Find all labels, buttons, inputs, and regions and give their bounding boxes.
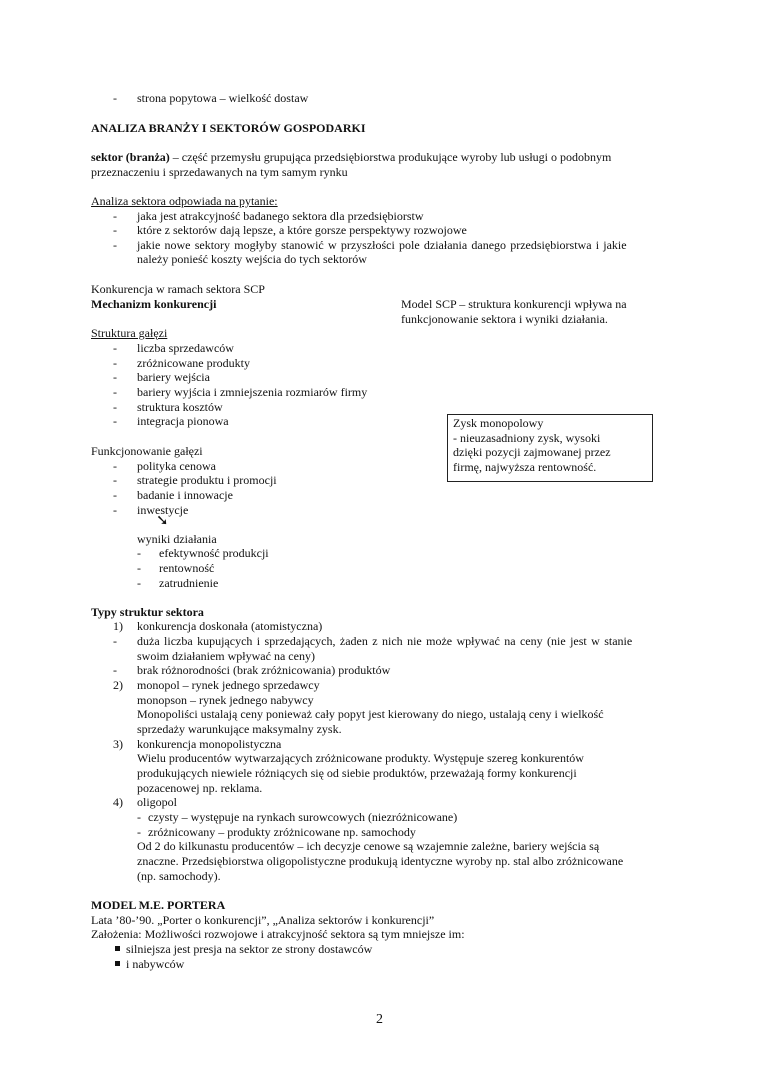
list-item-continuation: swoim działaniem wpływać na ceny) <box>137 649 315 663</box>
scp-intro: Konkurencja w ramach sektora SCP <box>91 282 265 296</box>
list-dash: - <box>113 400 117 414</box>
list-dash: - <box>113 634 117 648</box>
list-item: i nabywców <box>126 957 185 971</box>
list-item: zróżnicowany – produkty zróżnicowane np. samochody <box>148 825 416 839</box>
list-item: zróżnicowane produkty <box>137 356 250 370</box>
type-number: 1) <box>113 619 123 633</box>
analysis-heading: Analiza sektora odpowiada na pytanie: <box>91 194 278 208</box>
type-title: konkurencja doskonała (atomistyczna) <box>137 619 323 633</box>
list-dash: - <box>137 546 141 560</box>
box-line: dzięki pozycji zajmowanej przez <box>453 445 611 460</box>
list-item: brak różnorodności (brak zróżnicowania) produktów <box>137 663 391 677</box>
list-dash: - <box>137 576 141 590</box>
definition-line-2: przeznaczeniu i sprzedawanych na tym samym rynku <box>91 165 348 179</box>
list-item-continuation: należy ponieść koszty wejścia do tych sektorów <box>137 252 367 266</box>
type-title: monopol – rynek jednego sprzedawcy <box>137 678 320 692</box>
list-item: polityka cenowa <box>137 459 216 473</box>
list-item: integracja pionowa <box>137 414 229 428</box>
list-item: duża liczba kupujących i sprzedających, żaden z nich nie może wpływać na ceny (nie jest w stanie <box>137 634 633 648</box>
list-dash: - <box>113 356 117 370</box>
box-line: - nieuzasadniony zysk, wysoki <box>453 430 601 445</box>
list-dash: - <box>113 209 117 223</box>
definition-text: – część przemysłu grupująca przedsiębiorstwa produkujące wyroby lub usługi o podobnym <box>169 150 612 164</box>
box-line: Zysk monopolowy <box>453 416 544 430</box>
list-item: bariery wejścia <box>137 370 210 384</box>
arrow-down-right-icon: ➘ <box>156 513 169 529</box>
type-text: znaczne. Przedsiębiorstwa oligopolistyczne produkują identyczne wyroby np. stal albo zróżnicowane <box>137 854 624 868</box>
list-dash: - <box>113 473 117 487</box>
type-title: konkurencja monopolistyczna <box>137 737 282 751</box>
list-item: silniejsza jest presja na sektor ze strony dostawców <box>126 942 373 956</box>
type-text: produkujących niewiele różniących się od siebie produktów, przeważają formy konkurencji <box>137 766 577 780</box>
functioning-heading: Funkcjonowanie gałęzi <box>91 444 203 458</box>
definition-line <box>91 150 611 165</box>
list-dash: - <box>137 810 141 824</box>
list-item: czysty – występuje na rynkach surowcowych (niezróżnicowane) <box>148 810 458 824</box>
page-number: 2 <box>376 1012 383 1027</box>
type-text: (np. samochody). <box>137 869 221 883</box>
mechanism-heading: Mechanizm konkurencji <box>91 297 217 311</box>
list-item: strategie produktu i promocji <box>137 473 277 487</box>
box-line: firmę, najwyższa rentowność. <box>453 459 597 474</box>
section-heading: ANALIZA BRANŻY I SEKTORÓW GOSPODARKI <box>91 121 366 135</box>
square-bullet-icon <box>115 961 120 966</box>
list-dash: - <box>137 825 141 839</box>
type-title: oligopol <box>137 795 178 809</box>
list-dash: - <box>113 503 117 517</box>
list-item: efektywność produkcji <box>159 546 269 560</box>
list-dash: - <box>113 223 117 237</box>
porter-heading: MODEL M.E. PORTERA <box>91 898 226 912</box>
square-bullet-icon <box>115 946 120 951</box>
type-number: 2) <box>113 678 123 692</box>
model-note-2: funkcjonowanie sektora i wyniki działania. <box>401 312 608 326</box>
list-dash: - <box>113 414 117 428</box>
list-item: które z sektorów dają lepsze, a które gorsze perspektywy rozwojowe <box>137 223 467 237</box>
list-dash: - <box>113 370 117 384</box>
list-item: struktura kosztów <box>137 400 223 414</box>
list-dash: - <box>113 91 117 105</box>
list-dash: - <box>113 663 117 677</box>
list-item: liczba sprzedawców <box>137 341 234 355</box>
structure-heading: Struktura gałęzi <box>91 326 168 340</box>
list-dash: - <box>137 561 141 575</box>
type-text: Od 2 do kilkunastu producentów – ich decyzje cenowe są wzajemnie zależne, bariery wejścia są <box>137 839 600 853</box>
list-item: zatrudnienie <box>159 576 219 590</box>
definition-term: sektor (branża) <box>91 150 170 164</box>
porter-text: Lata ’80-’90. „Porter o konkurencji”, „Analiza sektorów i konkurencji” <box>91 913 435 927</box>
list-item: badanie i innowacje <box>137 488 233 502</box>
monopoly-profit-box <box>447 414 653 482</box>
list-item: inwestycje <box>137 503 189 517</box>
porter-text: Założenia: Możliwości rozwojowe i atrakcyjność sektora są tym mniejsze im: <box>91 927 465 941</box>
list-item: bariery wyjścia i zmniejszenia rozmiarów firmy <box>137 385 368 399</box>
results-heading: wyniki działania <box>137 532 217 546</box>
list-dash: - <box>113 459 117 473</box>
model-note: Model SCP – struktura konkurencji wpływa na <box>401 297 627 311</box>
type-number: 3) <box>113 737 123 751</box>
types-heading: Typy struktur sektora <box>91 605 204 619</box>
list-item: strona popytowa – wielkość dostaw <box>137 91 309 105</box>
list-dash: - <box>113 238 117 252</box>
list-dash: - <box>113 488 117 502</box>
list-dash: - <box>113 385 117 399</box>
type-text: pozacenowej np. reklama. <box>137 781 263 795</box>
type-text: sprzedaży warunkujące maksymalny zysk. <box>137 722 342 736</box>
list-item: rentowność <box>159 561 215 575</box>
list-item: jaka jest atrakcyjność badanego sektora dla przedsiębiorstw <box>137 209 424 223</box>
list-item: jakie nowe sektory mogłyby stanowić w przyszłości pole działania danego przedsiębiorstwa i jakie <box>137 238 627 252</box>
type-text: Monopoliści ustalają ceny ponieważ cały popyt jest kierowany do niego, ustalają ceny i wielkość <box>137 707 604 721</box>
type-text: monopson – rynek jednego nabywcy <box>137 693 314 707</box>
list-dash: - <box>113 341 117 355</box>
type-text: Wielu producentów wytwarzających zróżnicowane produkty. Występuje szereg konkurentów <box>137 751 584 765</box>
type-number: 4) <box>113 795 123 809</box>
